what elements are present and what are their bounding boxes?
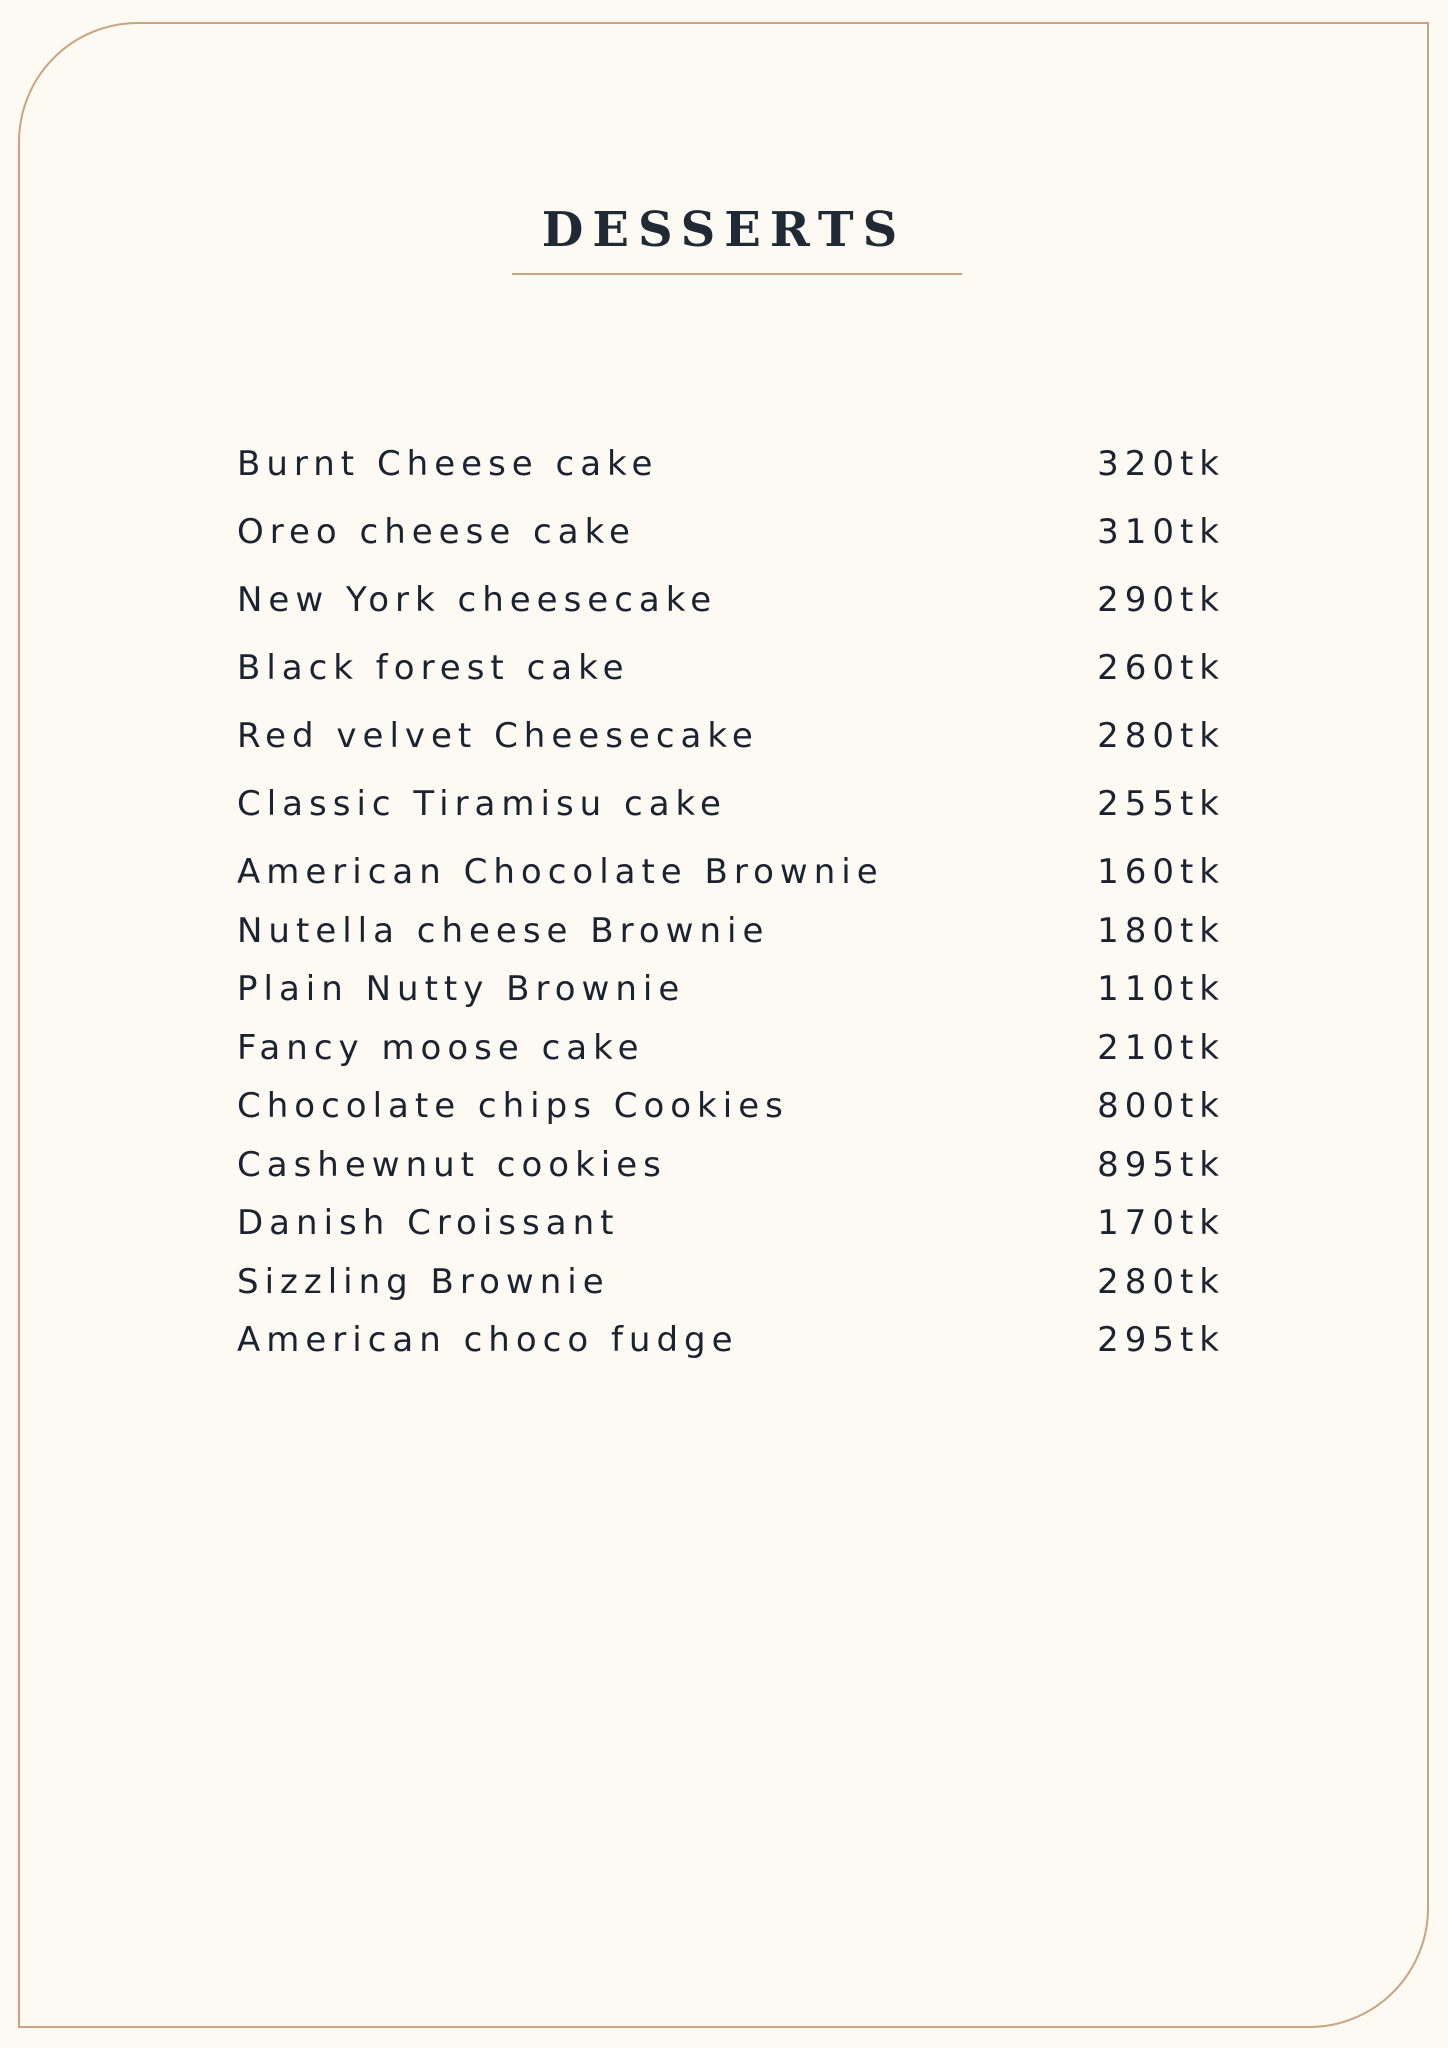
menu-item-price: 170tk	[1097, 1203, 1225, 1243]
menu-item-price: 310tk	[1097, 512, 1225, 552]
menu-item-name: Burnt Cheese cake	[237, 444, 659, 484]
menu-item-price: 280tk	[1097, 716, 1225, 756]
menu-item-name: Chocolate chips Cookies	[237, 1086, 789, 1126]
title-underline	[512, 273, 962, 275]
menu-item-name: Fancy moose cake	[237, 1028, 645, 1068]
menu-item-price: 800tk	[1097, 1086, 1225, 1126]
menu-item-name: Plain Nutty Brownie	[237, 969, 686, 1009]
menu-item-name: Black forest cake	[237, 648, 630, 688]
menu-item-price: 160tk	[1097, 852, 1225, 892]
menu-item-name: American Chocolate Brownie	[237, 852, 884, 892]
menu-item-price: 280tk	[1097, 1262, 1225, 1302]
menu-item-name: Cashewnut cookies	[237, 1145, 667, 1185]
menu-item-name: Danish Croissant	[237, 1203, 620, 1243]
menu-item-price: 110tk	[1097, 969, 1225, 1009]
menu-item-price: 260tk	[1097, 648, 1225, 688]
menu-item-name: Sizzling Brownie	[237, 1262, 610, 1302]
menu-item-name: Oreo cheese cake	[237, 512, 636, 552]
menu-item-price: 210tk	[1097, 1028, 1225, 1068]
menu-border-frame	[18, 22, 1429, 2028]
menu-item-price: 290tk	[1097, 580, 1225, 620]
menu-item-price: 320tk	[1097, 444, 1225, 484]
menu-item-name: New York cheesecake	[237, 580, 718, 620]
menu-item-name: Classic Tiramisu cake	[237, 784, 727, 824]
menu-item-price: 180tk	[1097, 911, 1225, 951]
menu-title: DESSERTS	[541, 202, 907, 258]
menu-item-price: 255tk	[1097, 784, 1225, 824]
menu-item-price: 295tk	[1097, 1320, 1225, 1360]
menu-item-price: 895tk	[1097, 1145, 1225, 1185]
menu-item-name: American choco fudge	[237, 1320, 739, 1360]
menu-item-name: Red velvet Cheesecake	[237, 716, 759, 756]
menu-item-name: Nutella cheese Brownie	[237, 911, 770, 951]
